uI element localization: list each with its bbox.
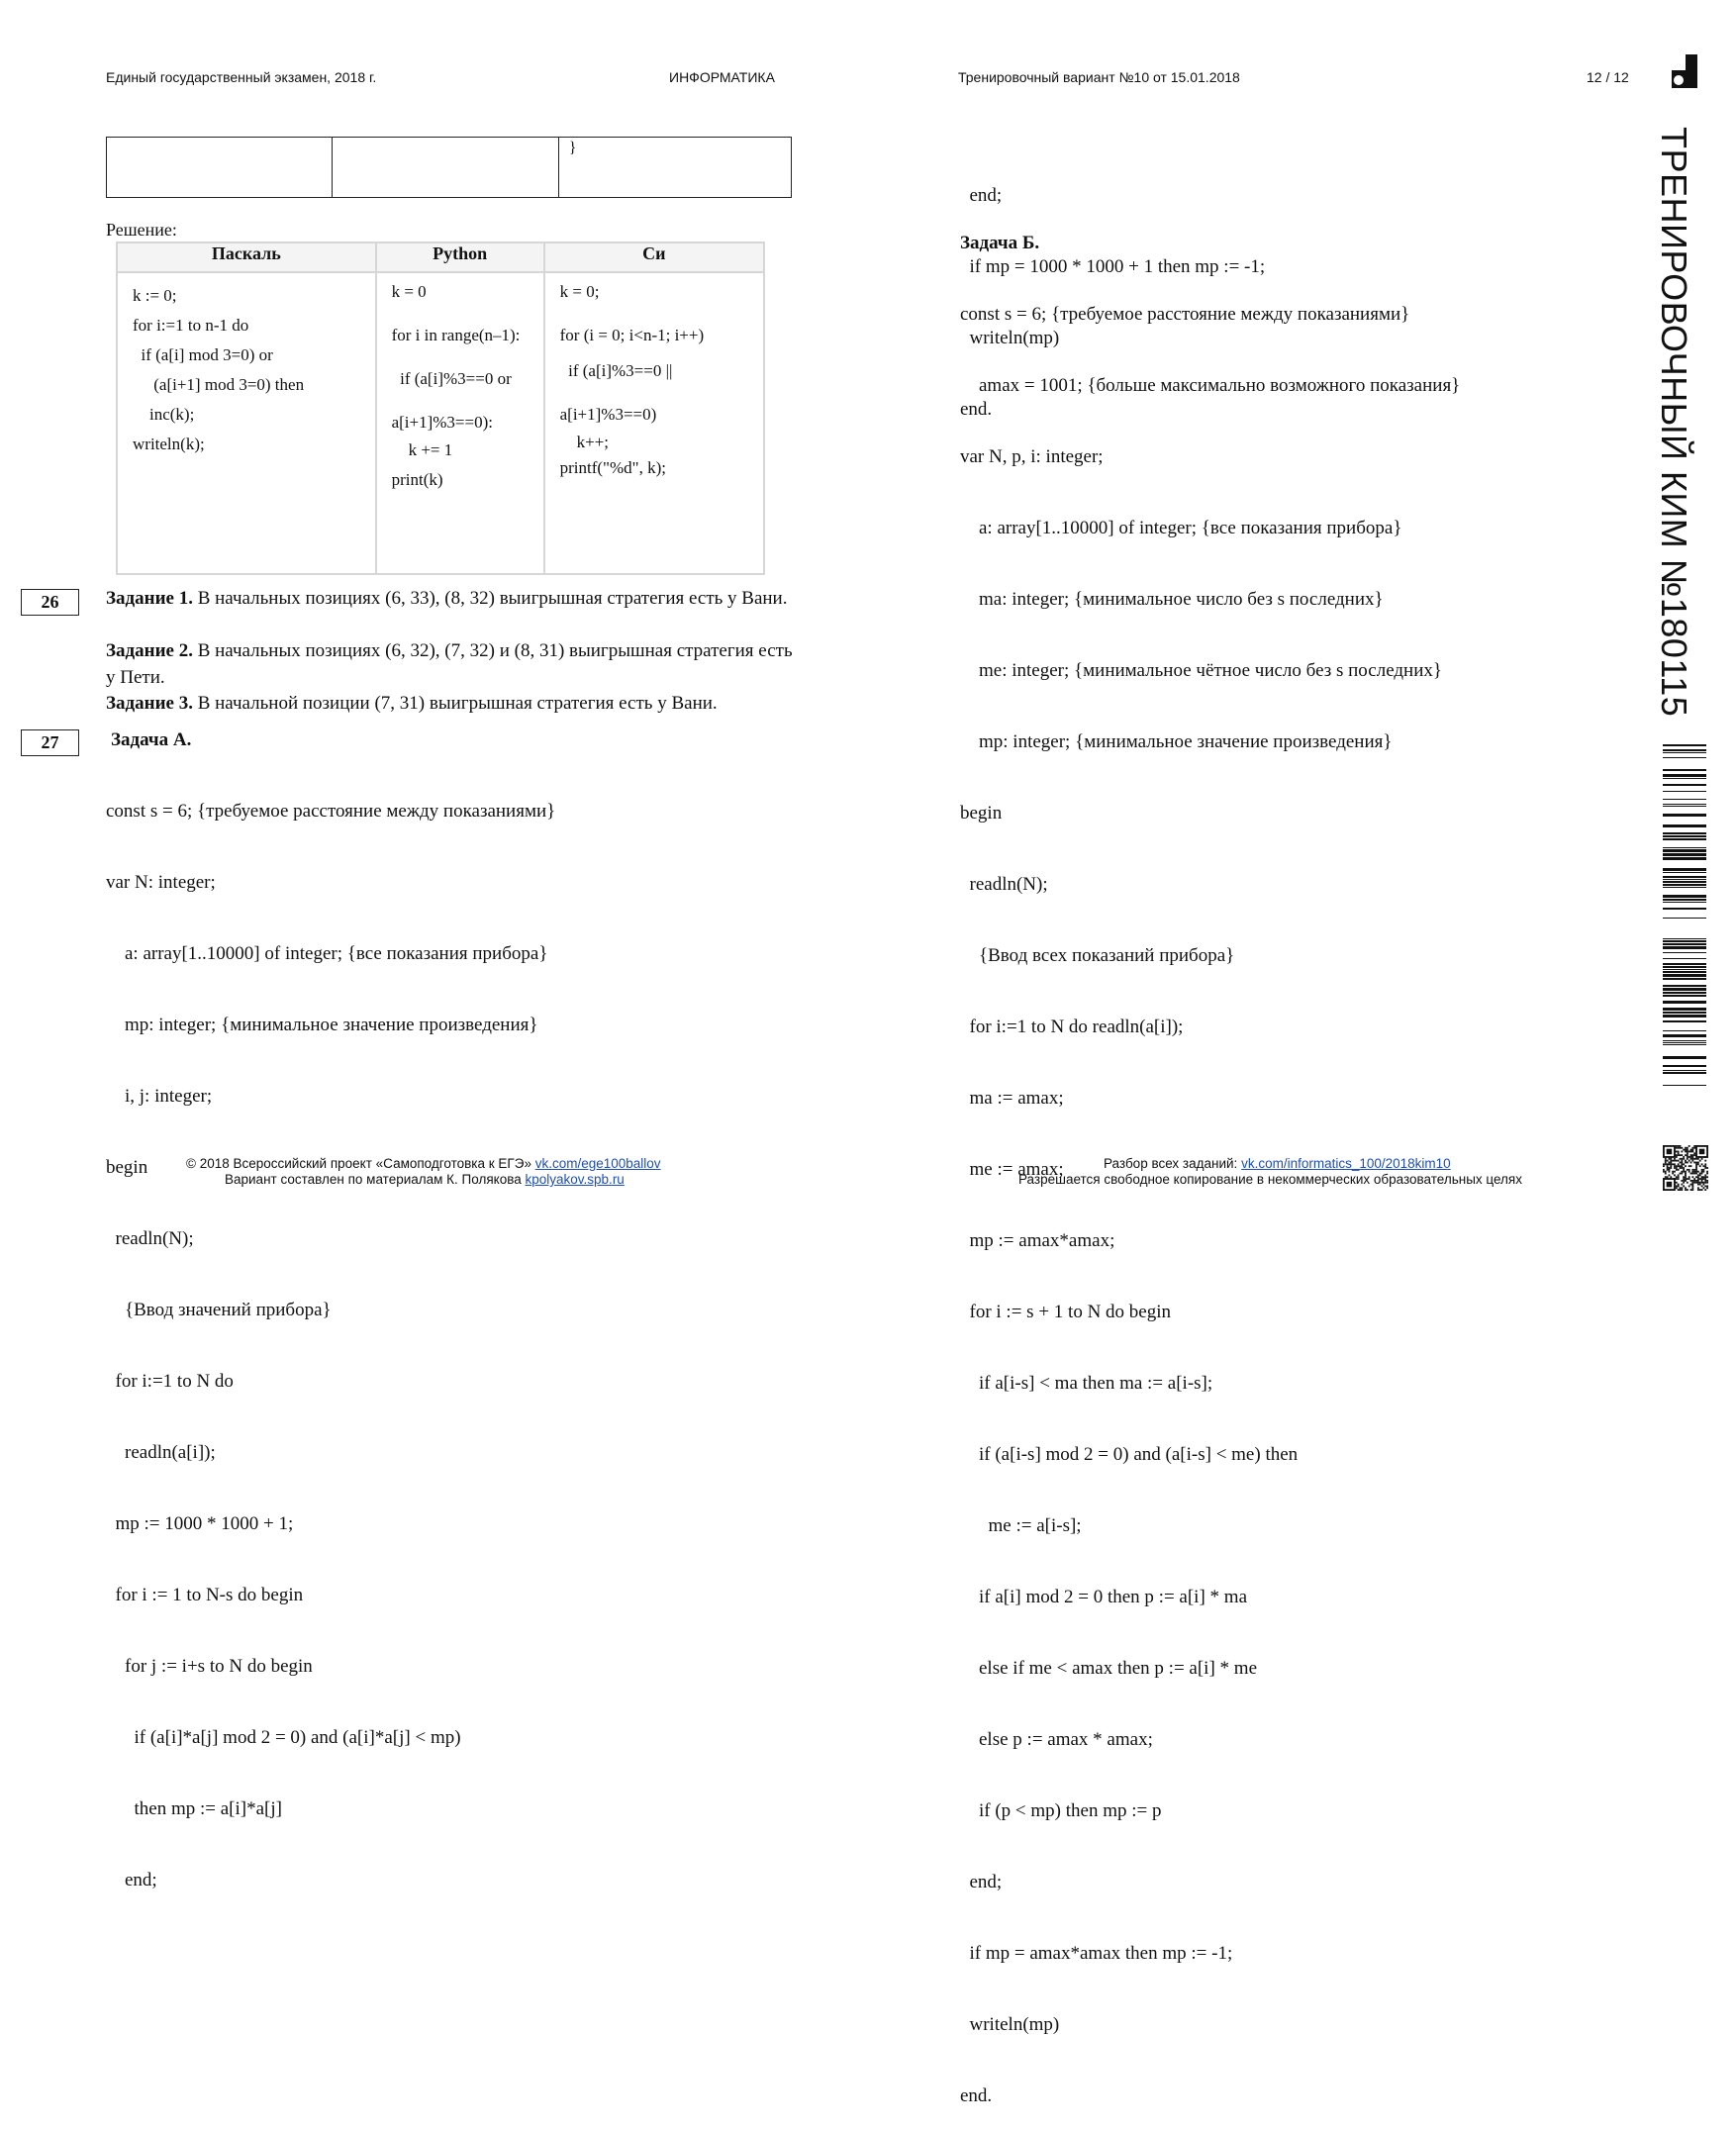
task27-taskB-code bbox=[960, 255, 1460, 2132]
code-line: end; bbox=[106, 1870, 157, 1890]
code-line: if (a[i-s] mod 2 = 0) and (a[i-s] < me) then bbox=[960, 1444, 1299, 1465]
c-code-cell bbox=[544, 272, 764, 574]
code-line: if (a[i]%3==0 || bbox=[559, 361, 673, 380]
code-line: for i:=1 to n-1 do bbox=[133, 316, 249, 335]
code-line: mp: integer; {минимальное значение произведения} bbox=[960, 731, 1393, 752]
code-line: {Ввод всех показаний прибора} bbox=[960, 945, 1235, 966]
solution-table bbox=[116, 242, 765, 575]
task26-z1-text: В начальных позициях (6, 33), (8, 32) выигрышная стратегия есть у Вани. bbox=[197, 588, 788, 609]
footer-author-link[interactable]: kpolyakov.spb.ru bbox=[525, 1172, 625, 1187]
code-line: mp: integer; {минимальное значение произведения} bbox=[106, 1015, 538, 1035]
code-line: for i:=1 to N do bbox=[106, 1371, 234, 1392]
code-line: a[i+1]%3==0): bbox=[391, 413, 493, 432]
code-line: const s = 6; {требуемое расстояние между показаниями} bbox=[960, 304, 1410, 325]
header-page-number: 12 / 12 bbox=[1587, 69, 1629, 85]
task-number-27: 27 bbox=[21, 729, 79, 756]
code-line: if a[i-s] < ma then ma := a[i-s]; bbox=[960, 1373, 1213, 1394]
code-line: if (a[i]*a[j] mod 2 = 0) and (a[i]*a[j] < mp) bbox=[106, 1727, 461, 1748]
code-line: k++; bbox=[559, 433, 610, 451]
code-line: k += 1 bbox=[391, 440, 453, 459]
code-line: for i := s + 1 to N do begin bbox=[960, 1302, 1171, 1322]
code-line: k = 0 bbox=[391, 282, 427, 301]
task26-z3-text: В начальной позиции (7, 31) выигрышная стратегия есть у Вани. bbox=[197, 693, 718, 714]
code-line: for j := i+s to N do begin bbox=[106, 1656, 313, 1677]
code-line: if (a[i]%3==0 or bbox=[391, 369, 512, 388]
code-line: begin bbox=[960, 803, 1003, 824]
task26-z2-label: Задание 2. bbox=[106, 640, 193, 661]
code-line: if a[i] mod 2 = 0 then p := a[i] * ma bbox=[960, 1587, 1248, 1607]
code-line: inc(k); bbox=[133, 405, 195, 424]
code-line: k = 0; bbox=[559, 282, 600, 301]
qr-code-icon bbox=[1663, 1145, 1708, 1191]
header-python: Python bbox=[376, 242, 544, 272]
vertical-title: ТРЕНИРОВОЧНЫЙ КИМ №180115 bbox=[1654, 127, 1694, 718]
code-line: var N, p, i: integer; bbox=[960, 446, 1104, 467]
code-line: then mp := a[i]*a[j] bbox=[106, 1798, 282, 1819]
code-line: mp := 1000 * 1000 + 1; bbox=[106, 1513, 294, 1534]
code-line: for (i = 0; i<n-1; i++) bbox=[559, 326, 705, 344]
footer-analysis-text: Разбор всех заданий: bbox=[1104, 1156, 1238, 1171]
task26-z3-label: Задание 3. bbox=[106, 693, 193, 714]
code-line: for i := 1 to N-s do begin bbox=[106, 1585, 304, 1605]
footer-copyright bbox=[186, 1156, 661, 1171]
header-pascal: Паскаль bbox=[117, 242, 376, 272]
code-line: i, j: integer; bbox=[106, 1086, 213, 1107]
task26-answer-2 bbox=[106, 638, 799, 691]
code-line: k := 0; bbox=[133, 286, 177, 305]
header-c: Си bbox=[544, 242, 764, 272]
code-line: readln(a[i]); bbox=[106, 1442, 216, 1463]
code-line: else if me < amax then p := a[i] * me bbox=[960, 1658, 1258, 1679]
footer-analysis bbox=[1104, 1156, 1451, 1171]
code-line: end; bbox=[960, 1872, 1003, 1892]
code-line: writeln(mp) bbox=[960, 328, 1060, 348]
task26-answer-1 bbox=[106, 586, 799, 613]
code-line: amax = 1001; {больше максимально возможного показания} bbox=[960, 375, 1461, 396]
code-line: a[i+1]%3==0) bbox=[559, 405, 657, 424]
footer-license: Разрешается свободное копирование в некоммерческих образовательных целях bbox=[1018, 1172, 1522, 1187]
task26-answer-3 bbox=[106, 691, 799, 718]
code-line: print(k) bbox=[391, 470, 443, 489]
answer-table-fragment bbox=[106, 137, 792, 198]
task26-z1-label: Задание 1. bbox=[106, 588, 193, 609]
code-line: else p := amax * amax; bbox=[960, 1729, 1153, 1750]
code-line: me := a[i-s]; bbox=[960, 1515, 1082, 1536]
code-line: var N: integer; bbox=[106, 872, 216, 893]
code-line: if mp = 1000 * 1000 + 1 then mp := -1; bbox=[960, 256, 1266, 277]
footer-author-text: Вариант составлен по материалам К. Полякова bbox=[225, 1172, 522, 1187]
code-line: (a[i+1] mod 3=0) then bbox=[133, 375, 305, 394]
code-line: writeln(mp) bbox=[960, 2014, 1060, 2035]
code-line: end. bbox=[960, 2085, 993, 2106]
code-line: writeln(k); bbox=[133, 435, 205, 453]
code-line: if (p < mp) then mp := p bbox=[960, 1800, 1162, 1821]
task27-taskA-code bbox=[106, 752, 555, 1916]
barcode-icon bbox=[1663, 744, 1706, 1091]
python-code-cell bbox=[376, 272, 544, 574]
code-line: ma: integer; {минимальное число без s последних} bbox=[960, 589, 1384, 610]
header-subject: ИНФОРМАТИКА bbox=[669, 69, 775, 85]
code-line: ma := amax; bbox=[960, 1088, 1064, 1109]
footer-copyright-text: © 2018 Всероссийский проект «Самоподготовка к ЕГЭ» bbox=[186, 1156, 531, 1171]
code-line: {Ввод значений прибора} bbox=[106, 1300, 332, 1320]
code-line: a: array[1..10000] of integer; {все показания прибора} bbox=[960, 518, 1402, 538]
code-line: me := amax; bbox=[960, 1159, 1064, 1180]
code-line: end. bbox=[960, 399, 993, 420]
footer-analysis-link[interactable]: vk.com/informatics_100/2018kim10 bbox=[1241, 1156, 1451, 1171]
footer-author bbox=[225, 1172, 625, 1187]
table-cell: } bbox=[558, 138, 791, 198]
code-line: for i in range(n–1): bbox=[391, 326, 521, 344]
code-line: readln(N); bbox=[106, 1228, 194, 1249]
code-line: a: array[1..10000] of integer; {все показания прибора} bbox=[106, 943, 548, 964]
header-exam-title: Единый государственный экзамен, 2018 г. bbox=[106, 69, 377, 85]
code-line: begin bbox=[106, 1157, 148, 1178]
fipi-logo-icon bbox=[1672, 54, 1697, 88]
code-line: if mp = amax*amax then mp := -1; bbox=[960, 1943, 1233, 1964]
code-line: printf("%d", k); bbox=[559, 458, 666, 477]
code-line: if (a[i] mod 3=0) or bbox=[133, 345, 273, 364]
pascal-code-cell bbox=[117, 272, 376, 574]
header-variant: Тренировочный вариант №10 от 15.01.2018 bbox=[958, 69, 1240, 85]
footer-copyright-link[interactable]: vk.com/ege100ballov bbox=[534, 1156, 661, 1171]
table-cell bbox=[333, 138, 558, 198]
task-number-26: 26 bbox=[21, 589, 79, 616]
code-line: for i:=1 to N do readln(a[i]); bbox=[960, 1017, 1184, 1037]
task27-taskB-title: Задача Б. bbox=[960, 233, 1040, 253]
code-line: end; bbox=[960, 185, 1003, 206]
task27-taskA-title: Задача А. bbox=[111, 729, 192, 750]
table-cell bbox=[107, 138, 333, 198]
code-line: const s = 6; {требуемое расстояние между показаниями} bbox=[106, 801, 556, 822]
code-line: me: integer; {минимальное чётное число без s последних} bbox=[960, 660, 1442, 681]
code-line: readln(N); bbox=[960, 874, 1048, 895]
code-line: mp := amax*amax; bbox=[960, 1230, 1115, 1251]
solution-label: Решение: bbox=[106, 220, 177, 240]
task26-z2-text: В начальных позициях (6, 32), (7, 32) и (8, 31) выигрышная стратегия есть у Пети. bbox=[106, 640, 793, 688]
